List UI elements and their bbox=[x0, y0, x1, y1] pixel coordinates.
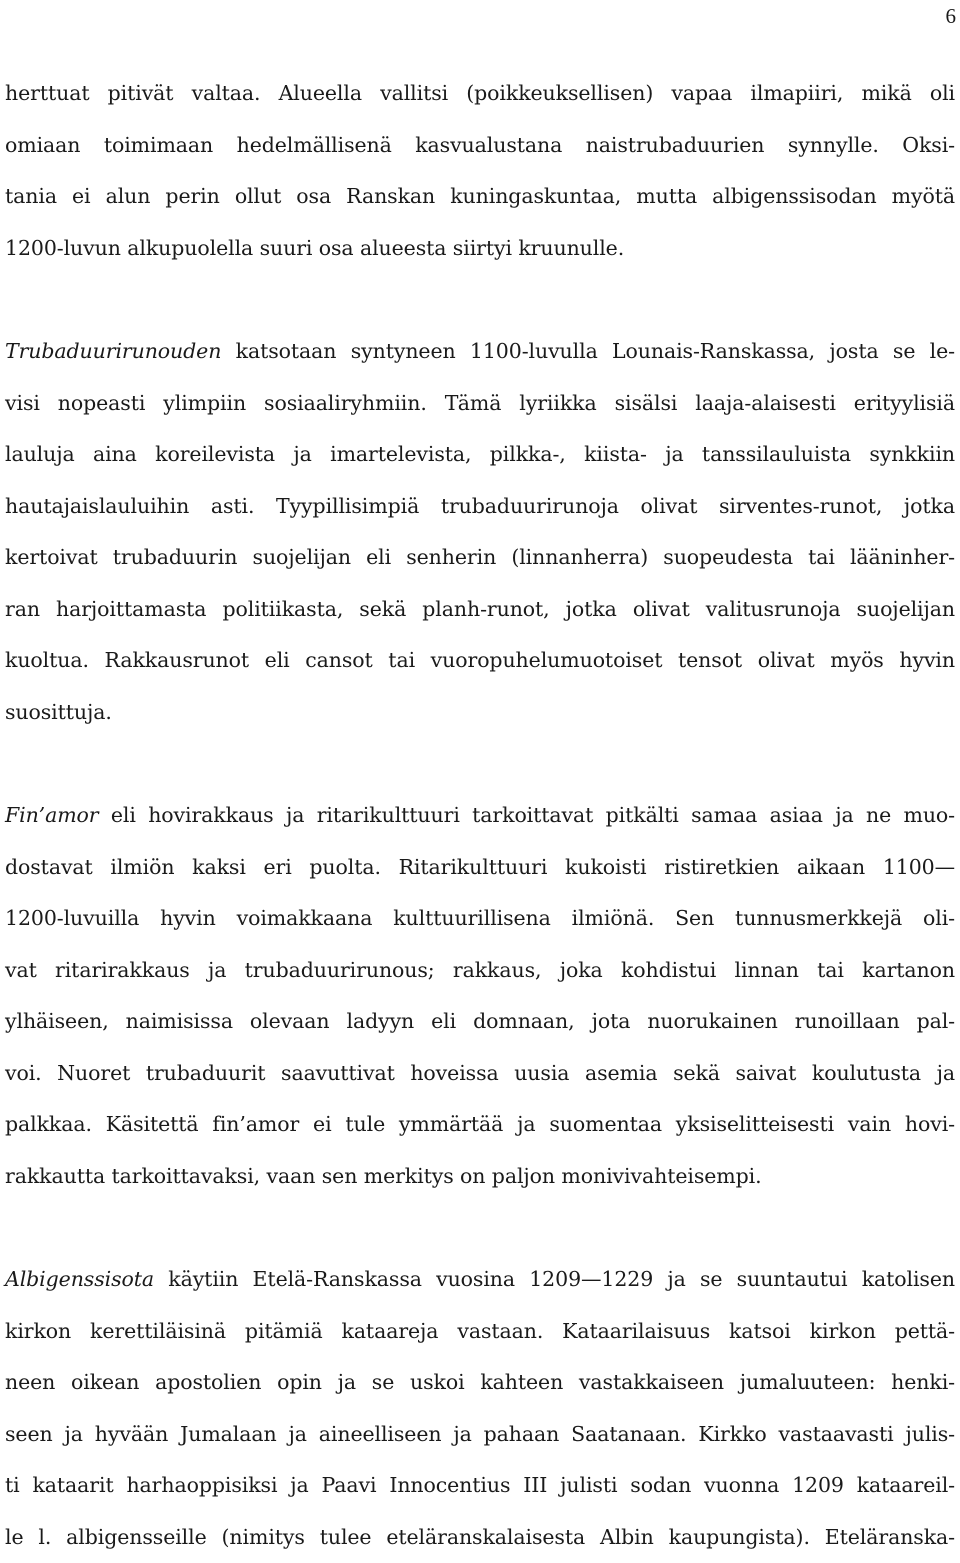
text-line bbox=[5, 1099, 955, 1151]
text-run: suosittuja. bbox=[5, 700, 112, 724]
text-run: 1200-luvun alkupuolella suuri osa alueesta siirtyi kruunulle. bbox=[5, 236, 624, 260]
text-line bbox=[5, 790, 955, 842]
text-line bbox=[5, 429, 955, 481]
text-run: ti kataarit harhaoppisiksi ja Paavi Innocentius III julisti sodan vuonna 1209 kataareil- bbox=[5, 1473, 955, 1497]
text-line bbox=[5, 326, 955, 378]
text-line bbox=[5, 996, 955, 1048]
text-line bbox=[5, 1512, 955, 1563]
italic-term: Fin’amor bbox=[5, 803, 99, 827]
text-line bbox=[5, 893, 955, 945]
text-line bbox=[5, 223, 955, 275]
page-number: 6 bbox=[946, 4, 957, 28]
text-run: ran harjoittamasta politiikasta, sekä planh-runot, jotka olivat valitusrunoja suojelijan bbox=[5, 597, 955, 621]
text-line bbox=[5, 635, 955, 687]
text-run: kirkon kerettiläisinä pitämiä kataareja vastaan. Kataarilaisuus katsoi kirkon pettä- bbox=[5, 1319, 955, 1343]
text-run: 1200-luvuilla hyvin voimakkaana kulttuurillisena ilmiönä. Sen tunnusmerkkejä oli- bbox=[5, 906, 955, 930]
text-line bbox=[5, 532, 955, 584]
text-run: hautajaislauluihin asti. Tyypillisimpiä trubaduurirunoja olivat sirventes-runot, jotka bbox=[5, 494, 955, 518]
paragraph bbox=[5, 790, 955, 1202]
text-line bbox=[5, 171, 955, 223]
text-run: vat ritarirakkaus ja trubaduurirunous; rakkaus, joka kohdistui linnan tai kartanon bbox=[5, 958, 955, 982]
text-run: herttuat pitivät valtaa. Alueella vallitsi (poikkeuksellisen) vapaa ilmapiiri, mikä oli bbox=[5, 81, 955, 105]
text-run: omiaan toimimaan hedelmällisenä kasvualustana naistrubaduurien synnylle. Oksi- bbox=[5, 133, 955, 157]
italic-term: Trubaduurirunouden bbox=[5, 339, 221, 363]
text-run: palkkaa. Käsitettä fin’amor ei tule ymmärtää ja suomentaa yksiselitteisesti vain hovi- bbox=[5, 1112, 955, 1136]
text-line bbox=[5, 1409, 955, 1461]
text-run: tania ei alun perin ollut osa Ranskan kuningaskuntaa, mutta albigenssisodan myötä bbox=[5, 184, 955, 208]
text-run: lauluja aina koreilevista ja imartelevista, pilkka-, kiista- ja tanssilauluista synkkiin bbox=[5, 442, 955, 466]
text-run: ylhäiseen, naimisissa olevaan ladyyn eli domnaan, jota nuorukainen runoillaan pal- bbox=[5, 1009, 955, 1033]
text-line bbox=[5, 1306, 955, 1358]
paragraph bbox=[5, 1254, 955, 1563]
text-line bbox=[5, 68, 955, 120]
italic-term: Albigenssisota bbox=[5, 1267, 154, 1291]
text-run: rakkautta tarkoittavaksi, vaan sen merkitys on paljon monivivahteisempi. bbox=[5, 1164, 762, 1188]
text-run: dostavat ilmiön kaksi eri puolta. Ritarikulttuuri kukoisti ristiretkien aikaan 1100— bbox=[5, 855, 955, 879]
text-line bbox=[5, 1254, 955, 1306]
text-line bbox=[5, 1048, 955, 1100]
text-line bbox=[5, 378, 955, 430]
text-line bbox=[5, 687, 955, 739]
text-run: kertoivat trubaduurin suojelijan eli senherin (linnanherra) suopeudesta tai lääninher- bbox=[5, 545, 955, 569]
text-run: katsotaan syntyneen 1100-luvulla Lounais-Ranskassa, josta se le- bbox=[221, 339, 955, 363]
text-line bbox=[5, 1151, 955, 1203]
text-run: visi nopeasti ylimpiin sosiaaliryhmiin. Tämä lyriikka sisälsi laaja-alaisesti erityylisiä bbox=[5, 391, 955, 415]
text-line bbox=[5, 945, 955, 997]
document-body bbox=[5, 68, 955, 1563]
text-line bbox=[5, 842, 955, 894]
text-line bbox=[5, 584, 955, 636]
text-run: neen oikean apostolien opin ja se uskoi kahteen vastakkaiseen jumaluuteen: henki- bbox=[5, 1370, 955, 1394]
text-line bbox=[5, 1460, 955, 1512]
text-run: kuoltua. Rakkausrunot eli cansot tai vuoropuhelumuotoiset tensot olivat myös hyvin bbox=[5, 648, 955, 672]
paragraph bbox=[5, 68, 955, 274]
text-line bbox=[5, 481, 955, 533]
paragraph bbox=[5, 326, 955, 738]
text-run: seen ja hyvään Jumalaan ja aineelliseen ja pahaan Saatanaan. Kirkko vastaavasti julis- bbox=[5, 1422, 955, 1446]
text-run: eli hovirakkaus ja ritarikulttuuri tarkoittavat pitkälti samaa asiaa ja ne muo- bbox=[99, 803, 955, 827]
text-run: voi. Nuoret trubaduurit saavuttivat hoveissa uusia asemia sekä saivat koulutusta ja bbox=[5, 1061, 955, 1085]
text-run: le l. albigensseille (nimitys tulee eteläranskalaisesta Albin kaupungista). Eteläranska- bbox=[5, 1525, 955, 1549]
text-line bbox=[5, 1357, 955, 1409]
text-run: käytiin Etelä-Ranskassa vuosina 1209—1229 ja se suuntautui katolisen bbox=[154, 1267, 955, 1291]
text-line bbox=[5, 120, 955, 172]
